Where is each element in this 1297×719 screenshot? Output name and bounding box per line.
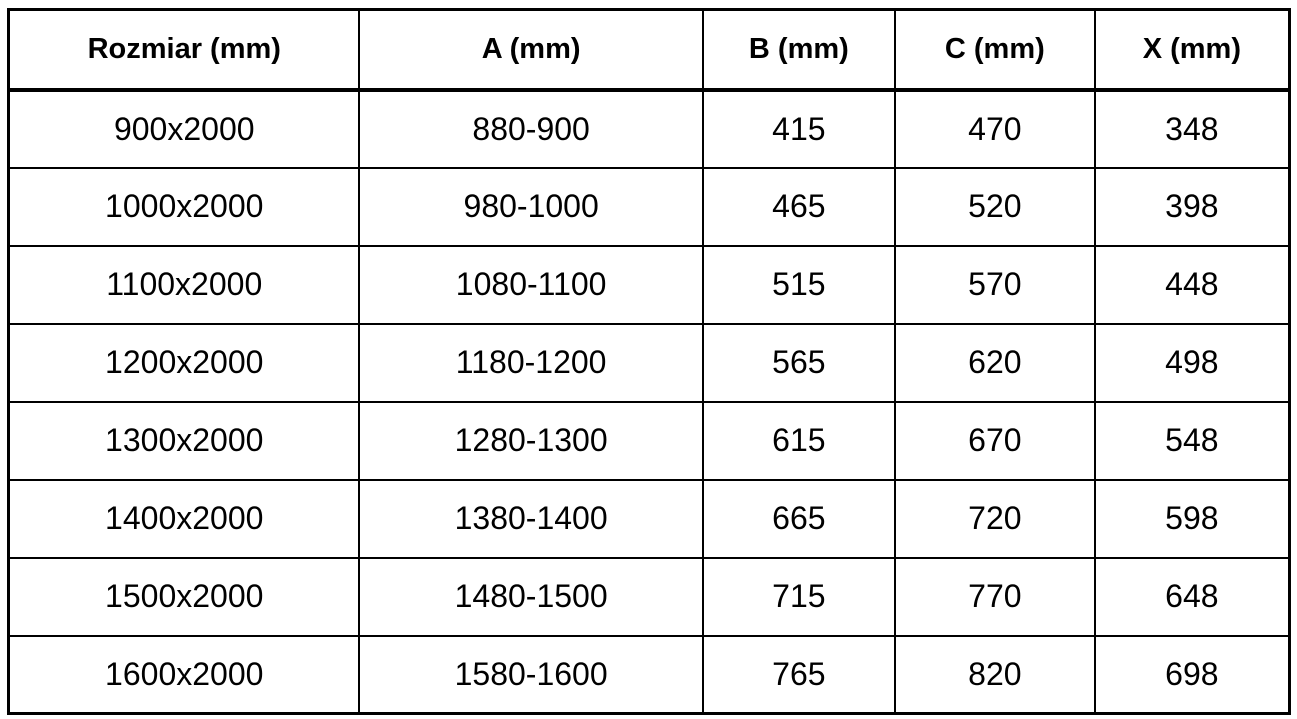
table-row [9,558,1290,636]
header-row [9,10,1290,90]
table-cell: 820 [895,636,1095,714]
table-cell: 565 [703,324,895,402]
table-row [9,90,1290,168]
table-row [9,402,1290,480]
table-cell: 548 [1095,402,1290,480]
table-cell: 615 [703,402,895,480]
table-cell: 900x2000 [9,90,360,168]
table-cell: 620 [895,324,1095,402]
table-body [9,90,1290,714]
table-cell: 1600x2000 [9,636,360,714]
table-row [9,480,1290,558]
table-cell: 1300x2000 [9,402,360,480]
column-header: B (mm) [703,10,895,90]
table-cell: 648 [1095,558,1290,636]
table-cell: 670 [895,402,1095,480]
table-cell: 1000x2000 [9,168,360,246]
table-row [9,246,1290,324]
table-cell: 1200x2000 [9,324,360,402]
table-cell: 398 [1095,168,1290,246]
table-cell: 715 [703,558,895,636]
table-cell: 698 [1095,636,1290,714]
table-cell: 1500x2000 [9,558,360,636]
table-cell: 720 [895,480,1095,558]
table-cell: 1080-1100 [359,246,702,324]
table-cell: 665 [703,480,895,558]
table-row [9,168,1290,246]
table-cell: 570 [895,246,1095,324]
table-cell: 465 [703,168,895,246]
column-header: X (mm) [1095,10,1290,90]
table-cell: 770 [895,558,1095,636]
table-cell: 1580-1600 [359,636,702,714]
column-header: A (mm) [359,10,702,90]
table-cell: 1180-1200 [359,324,702,402]
table-cell: 470 [895,90,1095,168]
table-cell: 1380-1400 [359,480,702,558]
table-cell: 1400x2000 [9,480,360,558]
table-cell: 980-1000 [359,168,702,246]
table-row [9,324,1290,402]
table-cell: 765 [703,636,895,714]
table-cell: 520 [895,168,1095,246]
table-cell: 515 [703,246,895,324]
table-cell: 498 [1095,324,1290,402]
table-cell: 1100x2000 [9,246,360,324]
column-header: C (mm) [895,10,1095,90]
table-cell: 1280-1300 [359,402,702,480]
table-cell: 415 [703,90,895,168]
table-cell: 880-900 [359,90,702,168]
table-cell: 1480-1500 [359,558,702,636]
table-row [9,636,1290,714]
column-header: Rozmiar (mm) [9,10,360,90]
table-cell: 598 [1095,480,1290,558]
table-cell: 448 [1095,246,1290,324]
size-spec-table [7,8,1291,715]
table-cell: 348 [1095,90,1290,168]
